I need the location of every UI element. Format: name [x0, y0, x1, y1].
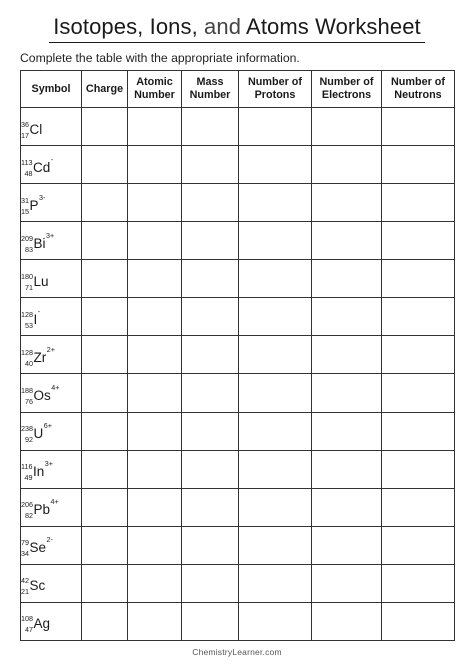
answer-cell-charge[interactable]: [82, 450, 128, 488]
element-symbol: I: [33, 311, 38, 327]
answer-cell-neutrons[interactable]: [382, 488, 455, 526]
answer-cell-neutrons[interactable]: [382, 260, 455, 298]
answer-cell-atomic-number[interactable]: [128, 526, 182, 564]
table-row: [21, 602, 455, 640]
answer-cell-neutrons[interactable]: [382, 374, 455, 412]
answer-cell-electrons[interactable]: [312, 260, 382, 298]
answer-cell-charge[interactable]: [82, 298, 128, 336]
symbol-cell: [21, 336, 82, 374]
header-symbol: Symbol: [21, 71, 82, 108]
atomic-number-label: 47: [25, 625, 33, 635]
answer-cell-neutrons[interactable]: [382, 602, 455, 640]
answer-cell-mass-number[interactable]: [182, 526, 239, 564]
mass-number-label: 113: [21, 157, 33, 167]
nuclide-numbers: [21, 197, 29, 215]
table-row: [21, 488, 455, 526]
atomic-number-label: 82: [25, 511, 33, 521]
nuclide-symbol: [21, 497, 59, 521]
answer-cell-protons[interactable]: [239, 564, 312, 602]
answer-cell-protons[interactable]: [239, 146, 312, 184]
answer-cell-neutrons[interactable]: [382, 184, 455, 222]
nuclide-numbers: [21, 273, 33, 291]
atomic-number-label: 83: [25, 244, 33, 254]
charge-label: 3+: [44, 459, 53, 469]
table-header: [21, 71, 455, 108]
table-body: [21, 108, 455, 641]
mass-number-label: 238: [21, 424, 33, 434]
symbol-cell: [21, 450, 82, 488]
atomic-number-label: 71: [25, 282, 33, 292]
nuclide-symbol: [21, 459, 53, 483]
answer-cell-atomic-number[interactable]: [128, 146, 182, 184]
answer-cell-electrons[interactable]: [312, 526, 382, 564]
header-charge: Charge: [82, 71, 128, 108]
answer-cell-atomic-number[interactable]: [128, 336, 182, 374]
atomic-number-label: 76: [25, 396, 33, 406]
symbol-cell: [21, 184, 82, 222]
mass-number-label: 128: [21, 347, 33, 357]
symbol-cell: [21, 412, 82, 450]
answer-cell-neutrons[interactable]: [382, 108, 455, 146]
nuclide-symbol: [21, 382, 60, 406]
header-atomic-number: Atomic Number: [128, 71, 182, 108]
answer-cell-charge[interactable]: [82, 526, 128, 564]
answer-cell-charge[interactable]: [82, 564, 128, 602]
nuclide-symbol: [21, 421, 52, 445]
mass-number-label: 36: [21, 119, 29, 129]
nuclide-symbol: [21, 121, 43, 139]
answer-cell-mass-number[interactable]: [182, 184, 239, 222]
answer-cell-mass-number[interactable]: [182, 374, 239, 412]
nuclide-symbol: [21, 154, 54, 178]
atomic-number-label: 15: [21, 206, 29, 216]
header-mass-number: Mass Number: [182, 71, 239, 108]
answer-cell-mass-number[interactable]: [182, 412, 239, 450]
title-part-2: and: [204, 14, 242, 39]
answer-cell-atomic-number[interactable]: [128, 450, 182, 488]
title-part-1: Isotopes, Ions,: [53, 14, 198, 39]
answer-cell-electrons[interactable]: [312, 488, 382, 526]
answer-cell-mass-number[interactable]: [182, 146, 239, 184]
table-row: [21, 260, 455, 298]
answer-cell-mass-number[interactable]: [182, 260, 239, 298]
answer-cell-charge[interactable]: [82, 602, 128, 640]
answer-cell-atomic-number[interactable]: [128, 260, 182, 298]
table-row: [21, 564, 455, 602]
title-part-3: Atoms Worksheet: [246, 14, 421, 39]
mass-number-label: 108: [21, 614, 33, 624]
symbol-cell: [21, 374, 82, 412]
answer-cell-neutrons[interactable]: [382, 146, 455, 184]
mass-number-label: 128: [21, 309, 33, 319]
table-row: [21, 298, 455, 336]
answer-cell-electrons[interactable]: [312, 450, 382, 488]
answer-cell-charge[interactable]: [82, 336, 128, 374]
answer-cell-atomic-number[interactable]: [128, 298, 182, 336]
mass-number-label: 188: [21, 385, 33, 395]
answer-cell-atomic-number[interactable]: [128, 412, 182, 450]
atomic-number-label: 92: [25, 435, 33, 445]
element-symbol: Cl: [29, 121, 43, 137]
answer-cell-atomic-number[interactable]: [128, 564, 182, 602]
element-symbol: Os: [33, 387, 51, 403]
answer-cell-electrons[interactable]: [312, 184, 382, 222]
nuclide-symbol: [21, 535, 53, 559]
mass-number-label: 116: [21, 462, 33, 472]
symbol-cell: [21, 298, 82, 336]
answer-cell-protons[interactable]: [239, 412, 312, 450]
symbol-cell: [21, 488, 82, 526]
mass-number-label: 79: [21, 538, 29, 548]
table-row: [21, 336, 455, 374]
answer-cell-mass-number[interactable]: [182, 602, 239, 640]
nuclide-numbers: [21, 577, 29, 595]
charge-label: 4+: [51, 382, 60, 392]
atomic-number-label: 53: [25, 320, 33, 330]
atomic-number-label: 40: [25, 358, 33, 368]
answer-cell-electrons[interactable]: [312, 108, 382, 146]
answer-cell-electrons[interactable]: [312, 222, 382, 260]
header-row: [21, 71, 455, 108]
answer-cell-charge[interactable]: [82, 412, 128, 450]
element-symbol: Ag: [33, 616, 51, 632]
mass-number-label: 206: [21, 500, 33, 510]
symbol-cell: [21, 222, 82, 260]
answer-cell-electrons[interactable]: [312, 564, 382, 602]
answer-cell-atomic-number[interactable]: [128, 222, 182, 260]
table-row: [21, 412, 455, 450]
atomic-number-label: 17: [21, 130, 29, 140]
charge-label: 6+: [43, 421, 52, 431]
answer-cell-protons[interactable]: [239, 374, 312, 412]
atomic-number-label: 34: [21, 549, 29, 559]
charge-label: 2+: [46, 344, 55, 354]
answer-cell-electrons[interactable]: [312, 336, 382, 374]
symbol-cell: [21, 564, 82, 602]
answer-cell-neutrons[interactable]: [382, 222, 455, 260]
answer-cell-atomic-number[interactable]: [128, 602, 182, 640]
nuclide-symbol: [21, 306, 41, 330]
nuclide-numbers: [21, 159, 32, 177]
nuclide-numbers: [21, 615, 33, 633]
table-row: [21, 108, 455, 146]
answer-cell-neutrons[interactable]: [382, 526, 455, 564]
table-row: [21, 526, 455, 564]
answer-cell-protons[interactable]: [239, 260, 312, 298]
symbol-cell: [21, 146, 82, 184]
nuclide-symbol: [21, 230, 55, 254]
nuclide-symbol: [21, 615, 51, 633]
nuclide-numbers: [21, 539, 29, 557]
nuclide-symbol: [21, 577, 46, 595]
answer-cell-charge[interactable]: [82, 488, 128, 526]
answer-cell-neutrons[interactable]: [382, 564, 455, 602]
charge-label: 3-: [39, 192, 46, 202]
header-number-of-electrons: Number of Electrons: [312, 71, 382, 108]
answer-cell-protons[interactable]: [239, 488, 312, 526]
footer-credit: ChemistryLearner.com: [192, 647, 282, 657]
answer-cell-electrons[interactable]: [312, 374, 382, 412]
answer-cell-protons[interactable]: [239, 602, 312, 640]
symbol-cell: [21, 526, 82, 564]
element-symbol: Bi: [33, 235, 46, 251]
worksheet-table: [20, 70, 455, 641]
mass-number-label: 209: [21, 233, 33, 243]
answer-cell-neutrons[interactable]: [382, 336, 455, 374]
title-wrapper: [0, 14, 474, 43]
table-row: [21, 184, 455, 222]
answer-cell-electrons[interactable]: [312, 298, 382, 336]
header-number-of-neutrons: Number of Neutrons: [382, 71, 455, 108]
answer-cell-mass-number[interactable]: [182, 108, 239, 146]
answer-cell-charge[interactable]: [82, 108, 128, 146]
answer-cell-mass-number[interactable]: [182, 298, 239, 336]
answer-cell-mass-number[interactable]: [182, 222, 239, 260]
answer-cell-mass-number[interactable]: [182, 564, 239, 602]
nuclide-numbers: [21, 235, 33, 253]
nuclide-symbol: [21, 273, 49, 291]
charge-label: -: [50, 154, 54, 164]
mass-number-label: 31: [21, 195, 29, 205]
charge-label: -: [37, 306, 41, 316]
answer-cell-protons[interactable]: [239, 298, 312, 336]
answer-cell-charge[interactable]: [82, 146, 128, 184]
element-symbol: P: [29, 197, 39, 213]
atomic-number-label: 21: [21, 587, 29, 597]
nuclide-numbers: [21, 463, 32, 481]
table-row: [21, 374, 455, 412]
atomic-number-label: 49: [24, 473, 33, 483]
element-symbol: Cd: [32, 159, 51, 175]
answer-cell-neutrons[interactable]: [382, 412, 455, 450]
charge-label: 2-: [46, 535, 53, 545]
charge-label: 4+: [50, 497, 59, 507]
answer-cell-electrons[interactable]: [312, 146, 382, 184]
nuclide-numbers: [21, 121, 29, 139]
element-symbol: Pb: [33, 502, 51, 518]
answer-cell-charge[interactable]: [82, 260, 128, 298]
element-symbol: Sc: [29, 578, 46, 594]
mass-number-label: 180: [21, 271, 33, 281]
nuclide-symbol: [21, 344, 55, 368]
symbol-cell: [21, 260, 82, 298]
nuclide-numbers: [21, 387, 33, 405]
answer-cell-atomic-number[interactable]: [128, 488, 182, 526]
answer-cell-charge[interactable]: [82, 374, 128, 412]
answer-cell-charge[interactable]: [82, 222, 128, 260]
answer-cell-mass-number[interactable]: [182, 450, 239, 488]
answer-cell-atomic-number[interactable]: [128, 374, 182, 412]
answer-cell-electrons[interactable]: [312, 412, 382, 450]
table-row: [21, 222, 455, 260]
nuclide-numbers: [21, 501, 33, 519]
table-row: [21, 450, 455, 488]
answer-cell-mass-number[interactable]: [182, 488, 239, 526]
element-symbol: Zr: [33, 349, 47, 365]
instructions-text: Complete the table with the appropriate information.: [20, 51, 300, 65]
element-symbol: U: [33, 426, 44, 442]
nuclide-symbol: [21, 192, 46, 216]
nuclide-numbers: [21, 311, 33, 329]
answer-cell-atomic-number[interactable]: [128, 108, 182, 146]
answer-cell-neutrons[interactable]: [382, 298, 455, 336]
answer-cell-protons[interactable]: [239, 336, 312, 374]
element-symbol: Lu: [33, 273, 49, 289]
nuclide-numbers: [21, 349, 33, 367]
element-symbol: In: [32, 464, 45, 480]
header-number-of-protons: Number of Protons: [239, 71, 312, 108]
table-row: [21, 146, 455, 184]
mass-number-label: 42: [21, 576, 29, 586]
answer-cell-protons[interactable]: [239, 184, 312, 222]
answer-cell-charge[interactable]: [82, 184, 128, 222]
charge-label: 3+: [46, 230, 55, 240]
answer-cell-neutrons[interactable]: [382, 450, 455, 488]
nuclide-numbers: [21, 425, 33, 443]
symbol-cell: [21, 108, 82, 146]
answer-cell-atomic-number[interactable]: [128, 184, 182, 222]
answer-cell-protons[interactable]: [239, 526, 312, 564]
answer-cell-protons[interactable]: [239, 450, 312, 488]
answer-cell-protons[interactable]: [239, 108, 312, 146]
atomic-number-label: 48: [24, 168, 33, 178]
symbol-cell: [21, 602, 82, 640]
answer-cell-protons[interactable]: [239, 222, 312, 260]
answer-cell-electrons[interactable]: [312, 602, 382, 640]
worksheet-title: [49, 14, 425, 43]
element-symbol: Se: [29, 540, 47, 556]
answer-cell-mass-number[interactable]: [182, 336, 239, 374]
